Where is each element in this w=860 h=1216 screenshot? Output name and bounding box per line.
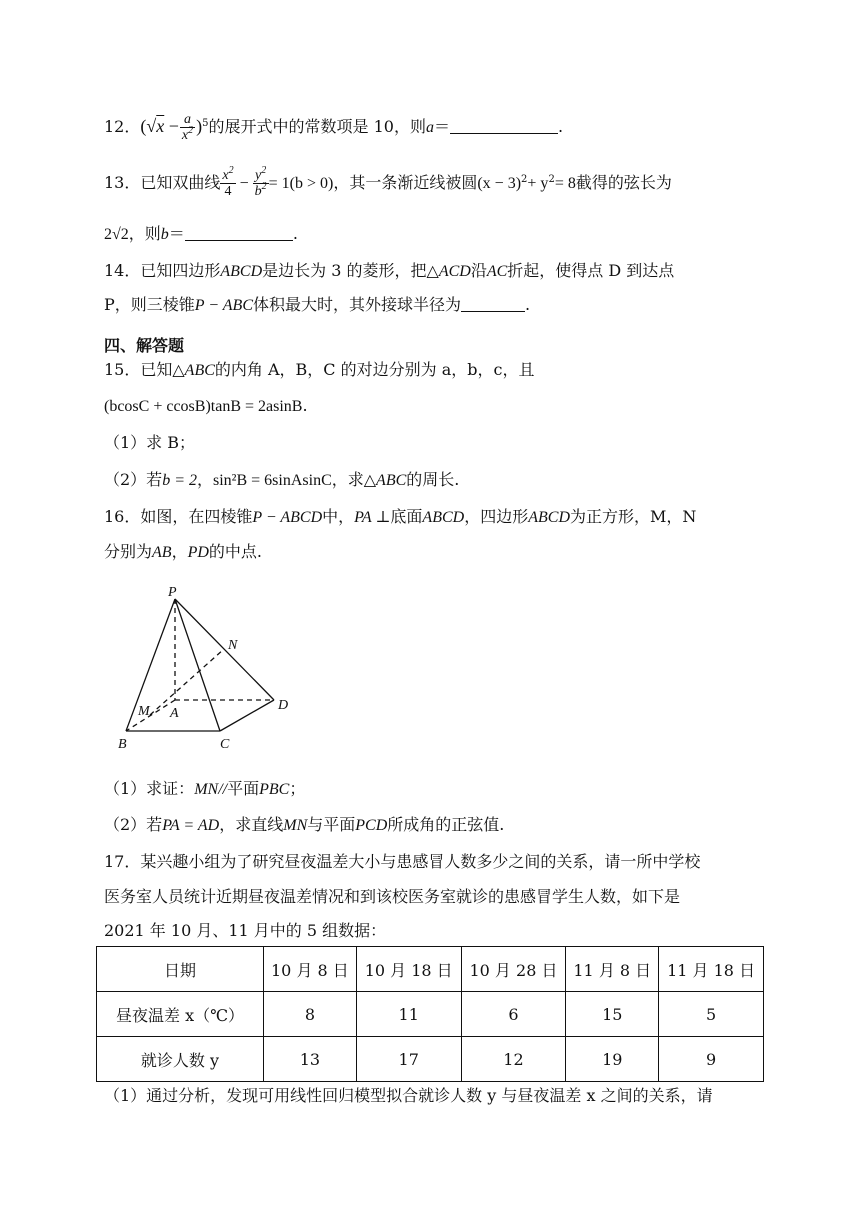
edge-pb	[126, 599, 175, 731]
question-12: 12．(√x − $\frac{a}{x^2}$ )$^5$的展开式中的常数项是 10，则a＝ .	[104, 112, 564, 143]
fraction-x2-over-4: $\frac{x^2}{4}$	[222, 165, 234, 199]
table-row: 日期 10 月 8 日 10 月 18 日 10 月 28 日 11 月 8 日 11 月 18 日	[97, 947, 764, 992]
segment-mn	[150, 649, 224, 715]
edge-pc	[175, 599, 220, 731]
answer-blank-14[interactable]	[461, 297, 525, 312]
edge-pd	[175, 599, 274, 700]
question-17: 17．某兴趣小组为了研究昼夜温差大小与患感冒人数多少之间的关系，请一所中学校	[104, 852, 701, 871]
fraction-y2-over-b2: $\frac{y^2}{b^2}$	[254, 165, 267, 199]
table-row: 就诊人数 y 13 17 12 19 9	[97, 1037, 764, 1082]
answer-blank-12[interactable]	[450, 119, 558, 134]
label-m: M	[138, 704, 150, 719]
data-table	[96, 946, 764, 1082]
table-row: 昼夜温差 x（℃） 8 11 6 15 5	[97, 992, 764, 1037]
question-13-line2: 2√2，则b＝ .	[104, 224, 298, 243]
question-14: 14．已知四边形ABCD是边长为 3 的菱形，把△ACD沿AC折起，使得点 D 到达点	[104, 261, 675, 280]
question-16-line2: 分别为AB，PD的中点.	[104, 542, 262, 561]
question-16: 16．如图，在四棱锥P − ABCD中，PA ⊥底面ABCD，四边形ABCD为正方形，M，N	[104, 507, 697, 526]
question-17-line3: 2021 年 10 月、11 月中的 5 组数据：	[104, 921, 387, 940]
label-a: A	[170, 706, 179, 721]
pyramid-figure	[110, 582, 310, 754]
label-n: N	[228, 638, 238, 653]
question-17-part1: （1）通过分析，发现可用线性回归模型拟合就诊人数 y 与昼夜温差 x 之间的关系，请	[104, 1086, 713, 1105]
label-b: B	[118, 737, 127, 752]
label-d: D	[278, 698, 289, 713]
fraction-a-over-x2: $\frac{a}{x^2}$	[181, 112, 194, 143]
question-15-part1: （1）求 B；	[104, 433, 196, 452]
edge-cd	[220, 700, 274, 731]
question-15: 15．已知△ABC的内角 A，B，C 的对边分别为 a，b，c，且	[104, 360, 535, 379]
question-16-part1: （1）求证：MN//平面PBC；	[104, 779, 306, 798]
section-heading: 四、解答题	[104, 336, 185, 355]
answer-blank-13[interactable]	[185, 226, 293, 241]
question-16-part2: （2）若PA = AD，求直线MN与平面PCD所成角的正弦值.	[104, 815, 505, 834]
label-c: C	[220, 737, 230, 752]
question-13: 13．已知双曲线 $\frac{x^2}{4}$ − $\frac{y^2}{b^2}$ = 1(b > 0)，其一条渐近线被圆$(x - 3)^2+ y^2= 8$截得的弦长为	[104, 165, 672, 199]
edge-ab	[126, 700, 175, 731]
question-15-line2: (bcosC + ccosB)tanB = 2asinB.	[104, 396, 308, 415]
question-15-part2: （2）若b = 2，sin²B = 6sinAsinC，求△ABC的周长.	[104, 470, 460, 489]
question-17-line2: 医务室人员统计近期昼夜温差情况和到该校医务室就诊的患感冒学生人数，如下是	[104, 887, 681, 906]
label-p: P	[168, 585, 177, 600]
question-14-line2: P，则三棱锥P − ABC体积最大时，其外接球半径为 .	[104, 295, 531, 314]
